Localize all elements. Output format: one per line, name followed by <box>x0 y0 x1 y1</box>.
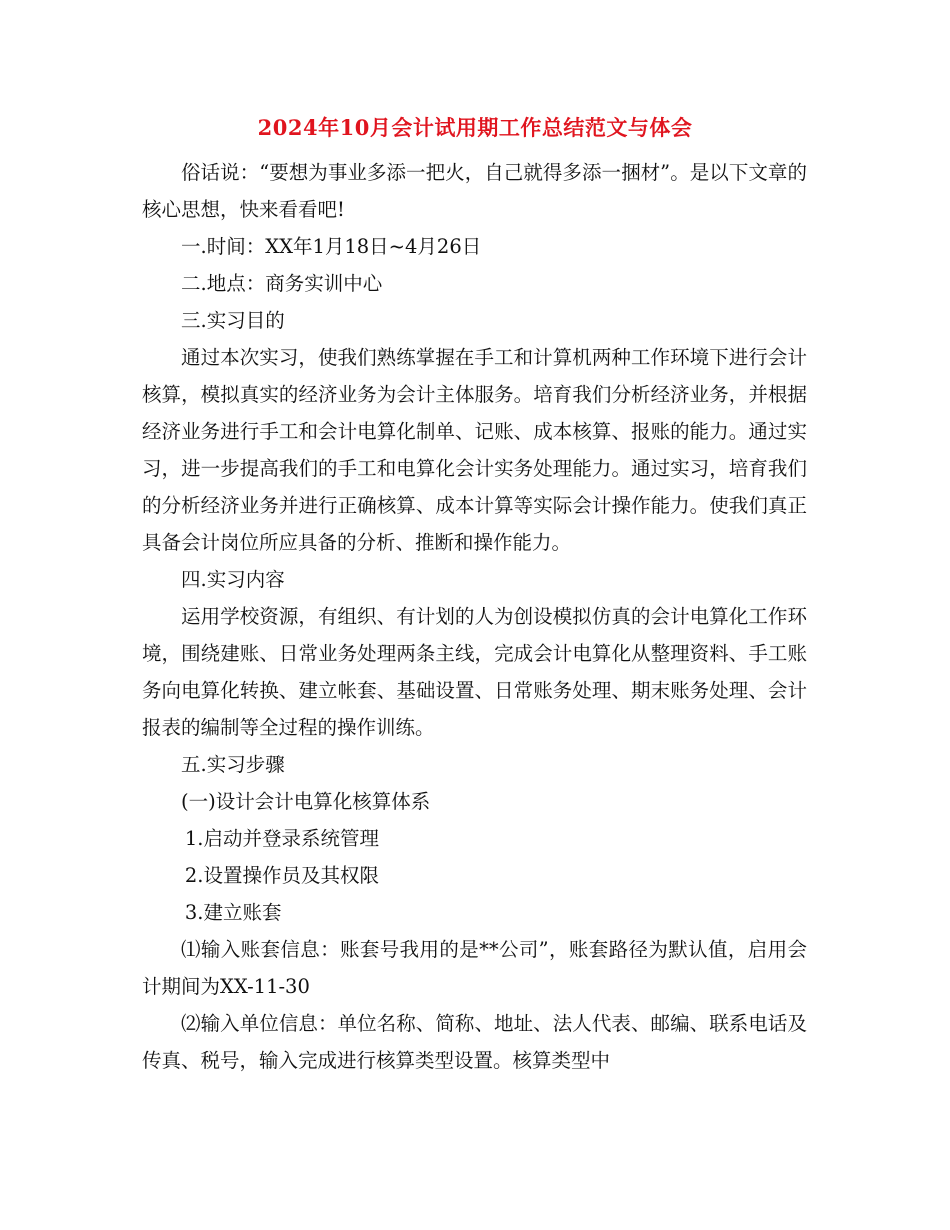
paragraph-time: 一.时间：XX年1月18日~4月26日 <box>181 235 482 258</box>
paragraph-content: 运用学校资源，有组织、有计划的人为创设模拟仿真的会计电算化工作环境，围绕建账、日常业务处理两条主线，完成会计电算化从整理资料、手工账务向电算化转换、建立帐套、基础设置、日常账务处理、期末账务处理、会计报表的编制等全过程的操作训练。 <box>142 605 807 739</box>
heading-step-1: (一)设计会计电算化核算体系 <box>181 790 431 813</box>
paragraph-purpose: 通过本次实习，使我们熟练掌握在手工和计算机两种工作环境下进行会计核算，模拟真实的经济业务为会计主体服务。培育我们分析经济业务，并根据经济业务进行手工和会计电算化制单、记账、成本核算、报账的能力。通过实习，进一步提高我们的手工和电算化会计实务处理能力。通过实习，培育我们的分析经济业务并进行正确核算、成本计算等实际会计操作能力。使我们真正具备会计岗位所应具备的分析、推断和操作能力。 <box>142 346 807 554</box>
list-item: 1.启动并登录系统管理 <box>184 827 379 850</box>
paragraph-account-info: ⑴输入账套信息：账套号我用的是**公司”，账套路径为默认值，启用会计期间为XX-11-30 <box>142 938 807 998</box>
document-title: 2024年10月会计试用期工作总结范文与体会 <box>257 115 693 140</box>
heading-content: 四.实习内容 <box>181 568 285 591</box>
list-item: 3.建立账套 <box>184 901 282 924</box>
list-item: 2.设置操作员及其权限 <box>184 864 379 887</box>
paragraph-unit-info: ⑵输入单位信息：单位名称、简称、地址、法人代表、邮编、联系电话及传真、税号，输入完成进行核算类型设置。核算类型中 <box>142 1012 807 1072</box>
heading-steps: 五.实习步骤 <box>181 753 285 776</box>
paragraph-location: 二.地点：商务实训中心 <box>181 272 383 295</box>
heading-purpose: 三.实习目的 <box>181 309 285 332</box>
document-body <box>142 154 807 1079</box>
paragraph-intro: 俗话说：“要想为事业多添一把火，自己就得多添一捆材”。是以下文章的核心思想，快来看看吧! <box>142 161 807 221</box>
